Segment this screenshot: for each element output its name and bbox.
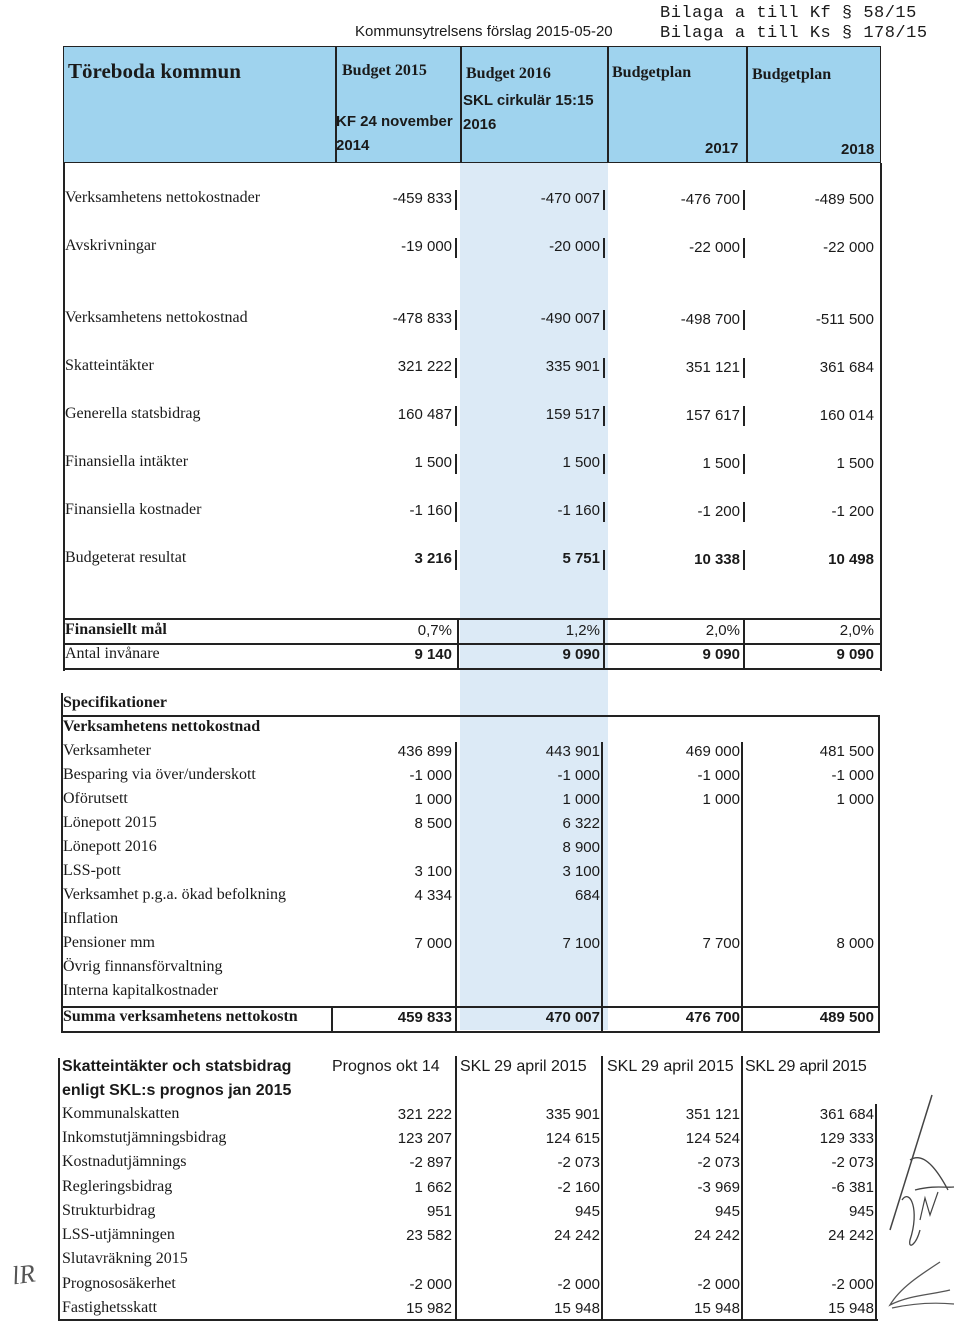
tax-head-1: Prognos okt 14 [332, 1058, 440, 1075]
header-col1-line2: KF 24 november [336, 113, 453, 130]
header-col3-line1: Budgetplan [612, 64, 692, 81]
header-col3-year: 2017 [705, 140, 739, 157]
tax-title-line2: enligt SKL:s prognos jan 2015 [62, 1082, 292, 1099]
tax-head-4: SKL 29 april 2015 [745, 1058, 867, 1075]
spec-subtitle: Verksamhetens nettokostnad [63, 718, 261, 735]
stamp-ks: Bilaga a till Ks § 178/15 [660, 24, 928, 43]
header-col1-line1: Budget 2015 [342, 62, 427, 79]
org-name: Töreboda kommun [68, 59, 241, 83]
stamp-kf: Bilaga a till Kf § 58/15 [660, 4, 917, 23]
spec-title: Specifikationer [63, 694, 167, 711]
margin-initials: lR [10, 1258, 37, 1291]
header-col4-year: 2018 [841, 141, 875, 158]
signature-scribble [880, 1090, 958, 1320]
tax-head-3: SKL 29 april 2015 [607, 1058, 734, 1075]
tax-title-line1: Skatteintäkter och statsbidrag [62, 1058, 292, 1075]
header-col4-line1: Budgetplan [752, 66, 832, 83]
document-subtitle: Kommunsytrelsens förslag 2015-05-20 [355, 23, 613, 40]
header-col2-line2: SKL cirkulär 15:15 [463, 92, 594, 109]
tax-head-2: SKL 29 april 2015 [460, 1058, 587, 1075]
header-col2-line1: Budget 2016 [466, 65, 551, 82]
header-col1-line3: 2014 [336, 137, 370, 154]
header-col2-line3: 2016 [463, 116, 497, 133]
